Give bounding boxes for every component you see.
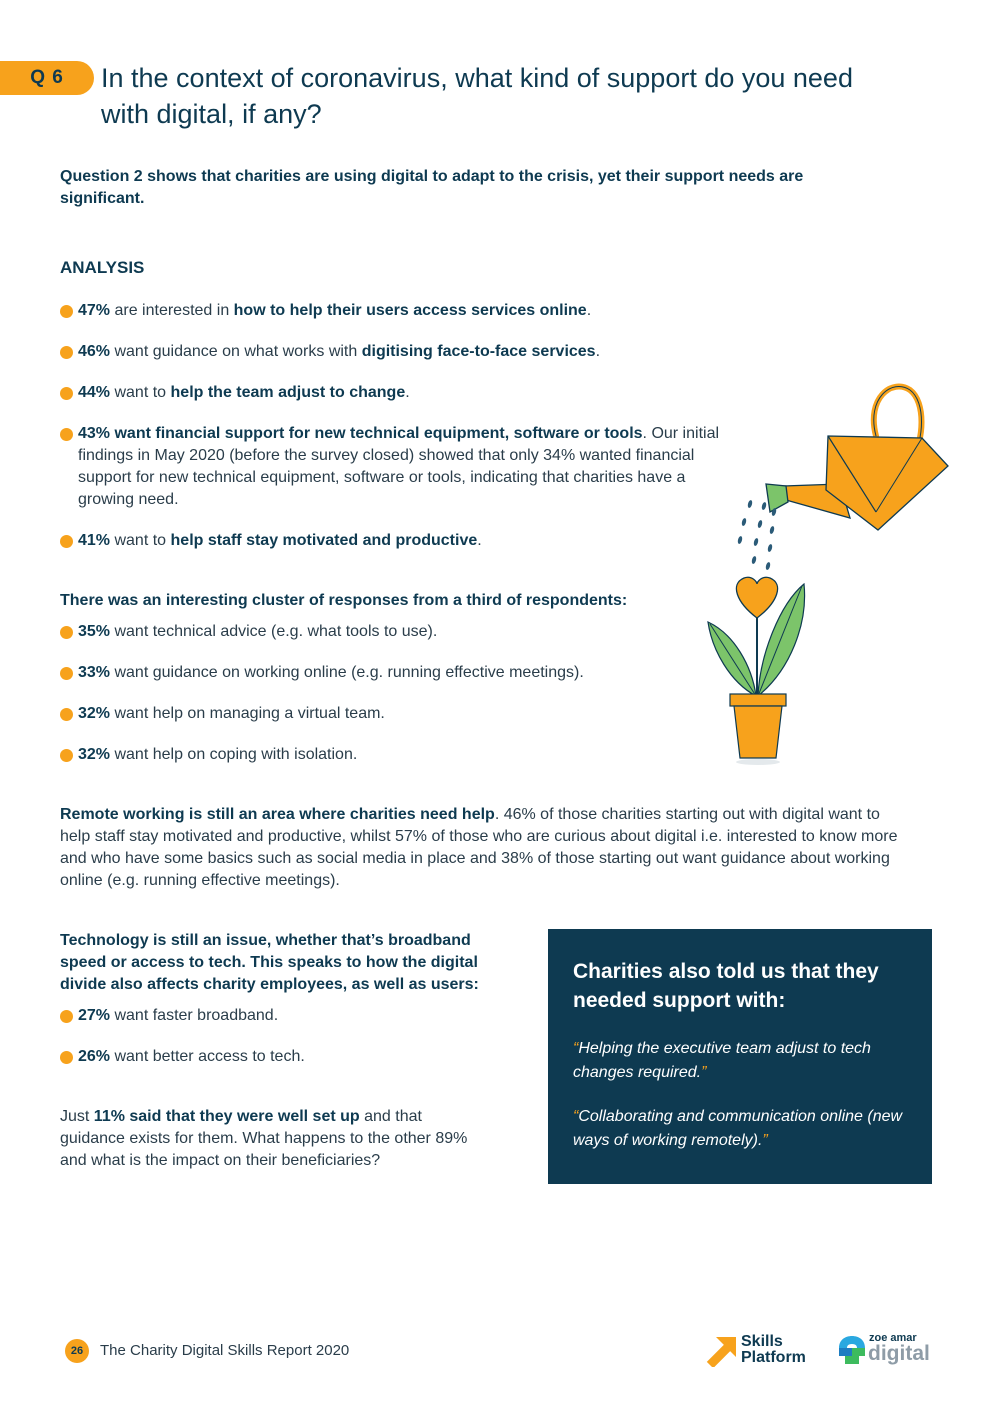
callout-quote [573, 1105, 908, 1153]
item-text: want help on managing a virtual team. [110, 705, 385, 722]
item-emphasis: how to help their users access services online [233, 302, 587, 319]
list-item [60, 621, 700, 643]
logo-line: Skills [741, 1333, 783, 1350]
stat-percent: 26% [78, 1048, 111, 1065]
remote-working-text: . 46% of those charities starting out with digital want to help staff stay motivated and productive, whilst 57% of those who are curious about digital i.e. interested to know more and who have some basics such as social media in place and 38% of those starting out want guidance about working online (e.g. running effective meetings). [60, 806, 898, 889]
item-text: want guidance on working online (e.g. running effective meetings). [110, 664, 584, 681]
question-tag: Q 6 [0, 61, 94, 95]
item-emphasis: help staff stay motivated and productive [170, 532, 478, 549]
list-item [60, 341, 720, 363]
item-text: want technical advice (e.g. what tools to use). [110, 623, 438, 640]
list-item [60, 300, 720, 322]
stat-percent: 27% [78, 1007, 111, 1024]
arrow-icon [706, 1335, 738, 1367]
item-text: want to [110, 532, 171, 549]
quote-text: Collaborating and communication online (new ways of working remotely). [573, 1108, 903, 1149]
bullet-icon [60, 428, 73, 441]
closing-paragraph [60, 1106, 490, 1172]
closing-text: and that guidance exists for them. What happens to the other 89% and what is the impact on their beneficiaries? [60, 1108, 468, 1169]
quote-text: Helping the executive team adjust to tech changes required. [573, 1040, 871, 1081]
item-text: want faster broadband. [110, 1007, 279, 1024]
bullet-icon [60, 1051, 73, 1064]
list-item [60, 423, 720, 511]
callout-heading: Charities also told us that they needed support with: [573, 960, 879, 1012]
list-item [60, 382, 720, 404]
item-text: . Our initial findings in May 2020 (before the survey closed) showed that only 34% wanted financial support for new technical equipment, software or tools, indicating that charities have a growing need. [78, 425, 720, 508]
callout-quote [573, 1037, 908, 1085]
bullet-icon [60, 346, 73, 359]
list-item [60, 1046, 510, 1068]
item-text: . [586, 302, 592, 319]
open-quote: “ [573, 1108, 579, 1125]
analysis-heading: ANALYSIS [60, 258, 145, 277]
stat-percent: 32% [78, 746, 111, 763]
bullet-icon [60, 305, 73, 318]
stat-percent: 32% [78, 705, 111, 722]
item-text: . [477, 532, 482, 549]
item-emphasis: digitising face-to-face services [361, 343, 596, 360]
list-item [60, 703, 700, 725]
item-emphasis: want financial support for new technical equipment, software or tools [114, 425, 643, 442]
watering-can-plant-illustration [700, 378, 955, 770]
item-emphasis: help the team adjust to change [170, 384, 406, 401]
zoe-amar-digital-logo [837, 1332, 937, 1368]
remote-working-paragraph [60, 804, 910, 892]
analysis-list [60, 300, 720, 552]
logo-small-text: zoe amar [869, 1332, 917, 1344]
bullet-icon [60, 667, 73, 680]
stat-percent: 33% [78, 664, 111, 681]
cluster-list [60, 621, 700, 766]
stat-percent: 43% [78, 425, 111, 442]
stat-percent: 46% [78, 343, 111, 360]
list-item [60, 1005, 510, 1027]
cluster-heading: There was an interesting cluster of responses from a third of respondents: [60, 592, 628, 609]
close-quote: ” [762, 1132, 768, 1149]
close-quote: ” [701, 1064, 707, 1081]
closing-emphasis: 11% said that they were well set up [93, 1108, 360, 1125]
stat-percent: 47% [78, 302, 111, 319]
item-text: are interested in [110, 302, 234, 319]
item-text: want guidance on what works with [110, 343, 362, 360]
logo-text [741, 1334, 806, 1366]
report-title: The Charity Digital Skills Report 2020 [100, 1342, 350, 1359]
technology-heading: Technology is still an issue, whether that’s broadband speed or access to tech. This speaks to how the digital divide also affects charity employees, as well as users: [60, 932, 479, 993]
logo-big-text: digital [868, 1342, 930, 1365]
bullet-icon [60, 387, 73, 400]
item-text: want better access to tech. [110, 1048, 305, 1065]
closing-text: Just [60, 1108, 94, 1125]
item-text: want help on coping with isolation. [110, 746, 358, 763]
item-text: want to [110, 384, 171, 401]
logo-line: Platform [741, 1349, 806, 1366]
bullet-icon [60, 708, 73, 721]
list-item [60, 744, 700, 766]
skills-platform-logo [706, 1334, 826, 1368]
intro-text: Question 2 shows that charities are using digital to adapt to the crisis, yet their support needs are significant. [60, 168, 804, 207]
bullet-icon [60, 749, 73, 762]
remote-working-emphasis: Remote working is still an area where charities need help [60, 806, 495, 823]
logo-mark-icon [837, 1334, 867, 1366]
callout-box [548, 929, 932, 1184]
bullet-icon [60, 1010, 73, 1023]
technology-list [60, 1005, 510, 1068]
page-number: 26 [65, 1339, 89, 1363]
stat-percent: 44% [78, 384, 111, 401]
open-quote: “ [573, 1040, 579, 1057]
list-item [60, 662, 700, 684]
page-title: In the context of coronavirus, what kind of support do you need with digital, if any? [101, 63, 853, 129]
item-text: . [595, 343, 601, 360]
list-item [60, 530, 720, 552]
stat-percent: 35% [78, 623, 111, 640]
bullet-icon [60, 626, 73, 639]
stat-percent: 41% [78, 532, 111, 549]
bullet-icon [60, 535, 73, 548]
item-text: . [405, 384, 410, 401]
